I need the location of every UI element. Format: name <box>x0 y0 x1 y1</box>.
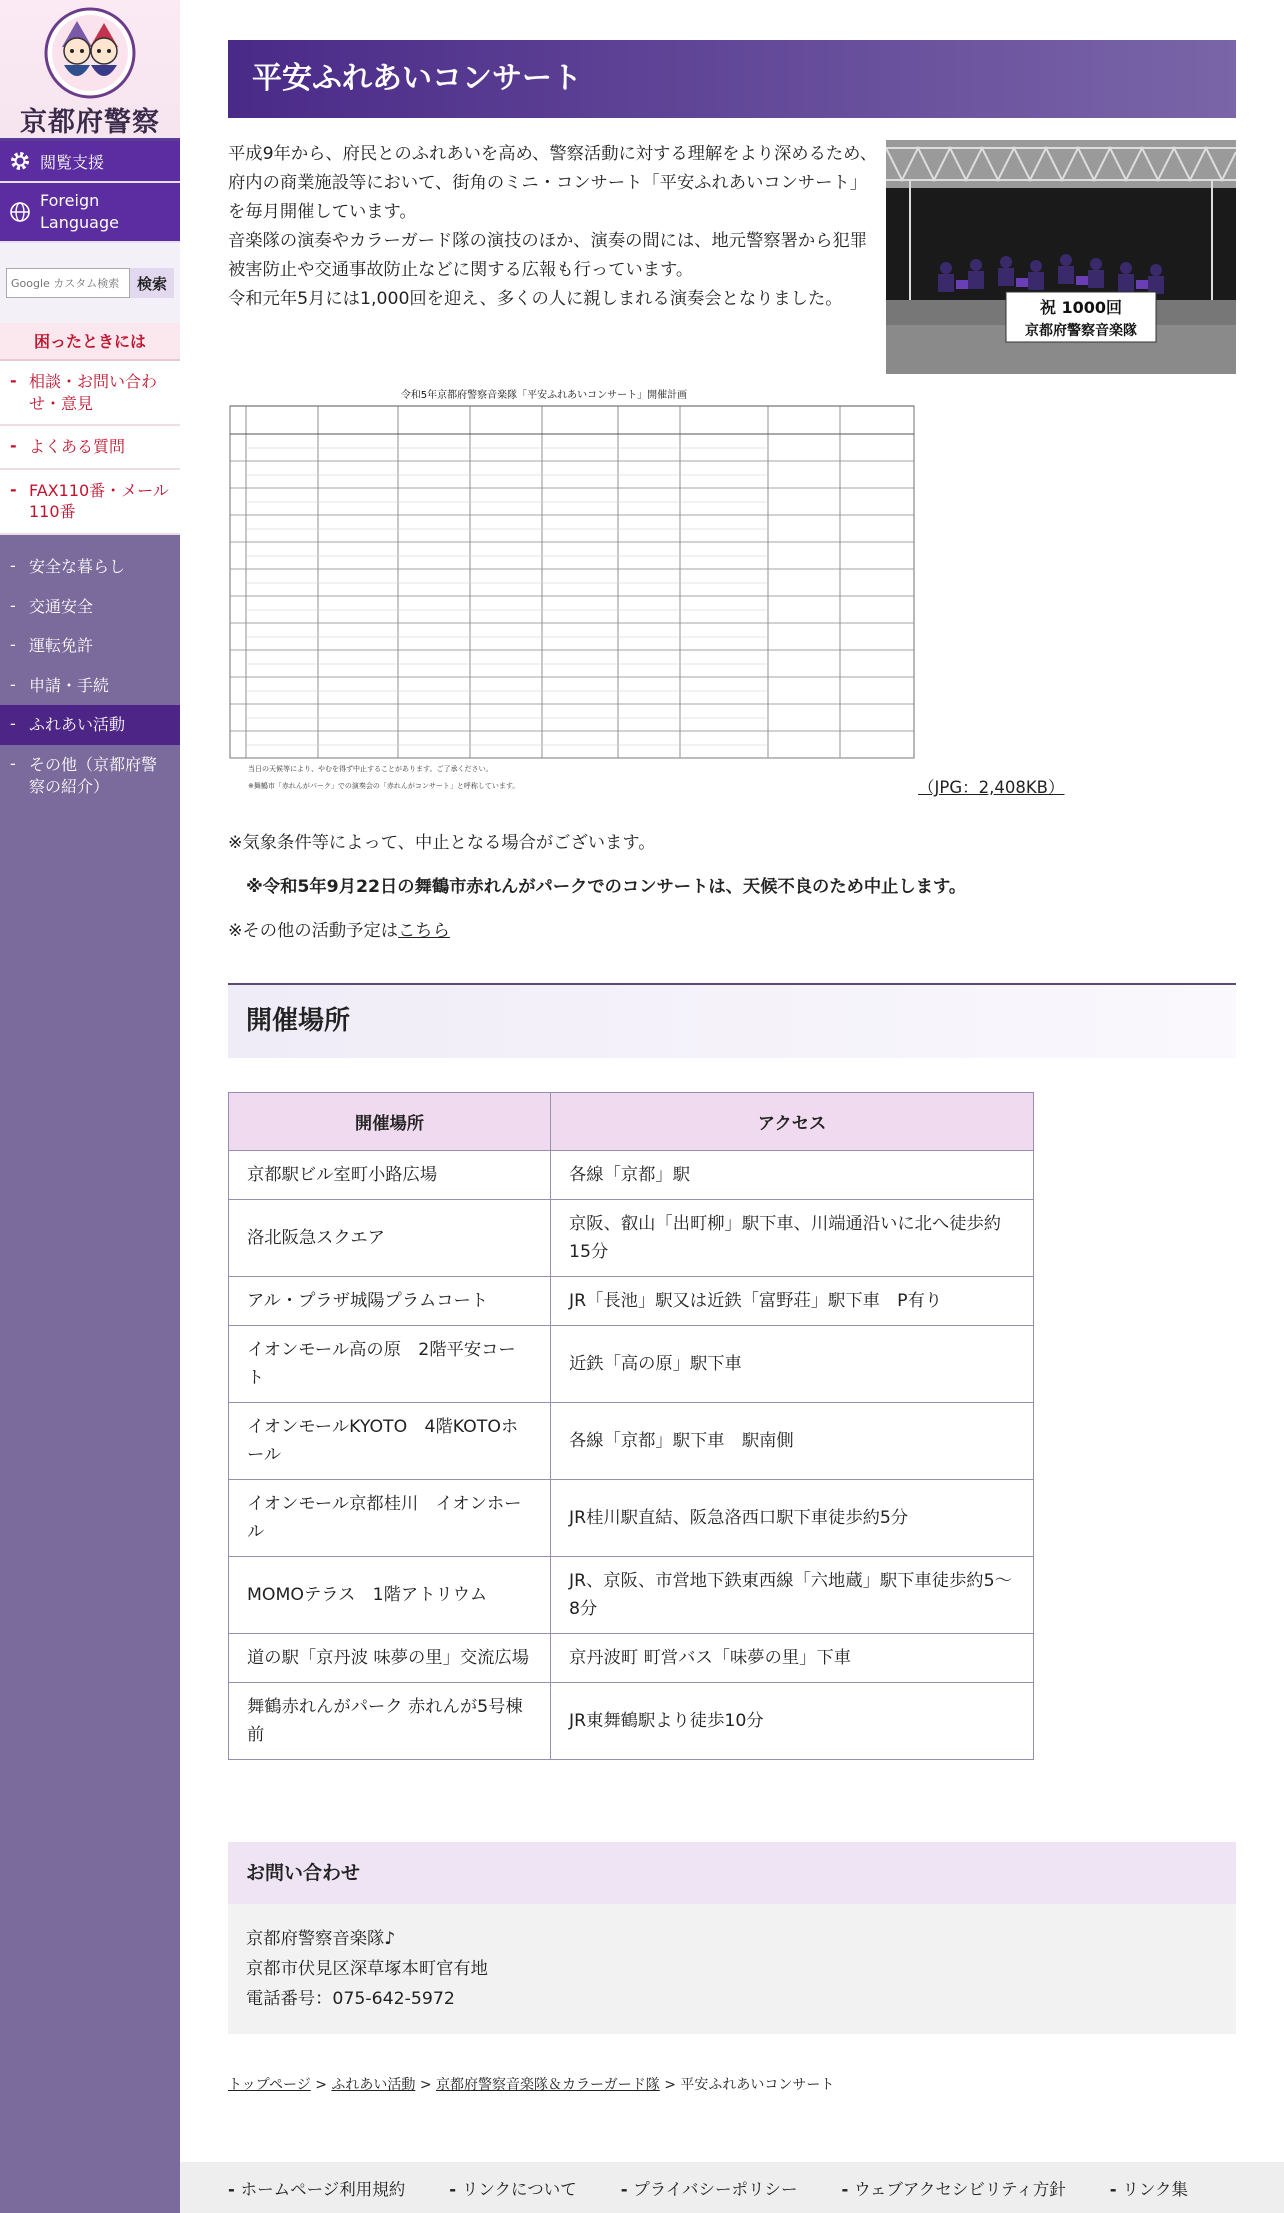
venue-cell: イオンモール高の原 2階平安コート <box>229 1326 551 1403</box>
breadcrumb-link[interactable]: トップページ <box>228 2077 311 2093</box>
access-cell: JR東舞鶴駅より徒歩10分 <box>551 1683 1034 1760</box>
sidebar-item-drivers-license[interactable]: - 運転免許 <box>0 626 180 666</box>
accessibility-support-button[interactable] <box>0 141 180 183</box>
help-link-faq[interactable]: - よくある質問 <box>0 426 180 470</box>
footer-link-privacy[interactable]: - プライバシーポリシー <box>621 2176 798 2200</box>
search-input[interactable] <box>6 268 130 298</box>
venue-cell: アル・プラザ城陽プラムコート <box>229 1277 551 1326</box>
notes <box>228 831 1236 943</box>
breadcrumb-link[interactable]: 京都府警察音楽隊＆カラーガード隊 <box>436 2077 660 2093</box>
photo-banner-text-1: 祝 1000回 <box>1039 298 1123 317</box>
table-row <box>229 1200 1034 1277</box>
table-row <box>229 1634 1034 1683</box>
globe-icon <box>0 201 40 223</box>
schedule-title: 令和5年京都府警察音楽隊「平安ふれあいコンサート」開催計画 <box>400 390 688 401</box>
schedule-note: ※舞鶴市「赤れんがパーク」での演奏会の「赤れんがコンサート」と呼称しています。 <box>248 782 520 790</box>
help-link-fax-mail[interactable]: - FAX110番・メール110番 <box>0 470 180 535</box>
column-header: アクセス <box>551 1093 1034 1151</box>
access-cell: 各線「京都」駅下車 駅南側 <box>551 1403 1034 1480</box>
breadcrumb-separator: > <box>315 2077 327 2093</box>
contact-line: 電話番号：075-642-5972 <box>246 1989 455 2009</box>
venue-cell: 舞鶴赤れんがパーク 赤れんが5号棟前 <box>229 1683 551 1760</box>
access-cell: JR、京阪、市営地下鉄東西線「六地蔵」駅下車徒歩約5〜8分 <box>551 1557 1034 1634</box>
venue-cell: 洛北阪急スクエア <box>229 1200 551 1277</box>
help-section-title: 困ったときには <box>0 323 180 361</box>
venues-table <box>228 1092 1034 1760</box>
table-row <box>229 1403 1034 1480</box>
contact-section <box>228 1842 1236 2034</box>
table-row <box>229 1277 1034 1326</box>
table-row <box>229 1480 1034 1557</box>
sidebar-item-traffic-safety[interactable]: - 交通安全 <box>0 587 180 627</box>
breadcrumb-separator: > <box>664 2077 676 2093</box>
help-link-consultation[interactable]: - 相談・お問い合わせ・意見 <box>0 361 180 426</box>
breadcrumb <box>228 2074 1236 2094</box>
column-header: 開催場所 <box>229 1093 551 1151</box>
main-content <box>228 40 1236 2094</box>
site-logo-text: 京都府警察 <box>20 107 160 138</box>
gear-icon <box>0 149 40 173</box>
access-cell: JR「長池」駅又は近鉄「富野荘」駅下車 P有り <box>551 1277 1034 1326</box>
foreign-language-button[interactable] <box>0 183 180 243</box>
access-cell: 京阪、叡山「出町柳」駅下車、川端通沿いに北へ徒歩約15分 <box>551 1200 1034 1277</box>
intro-paragraph: 平成9年から、府民とのふれあいを高め、警察活動に対する理解をより深めるため、府内の商業施設等において、街角のミニ・コンサート「平安ふれあいコンサート」を毎月開催しています。 <box>228 144 878 222</box>
accessibility-support-label: 閲覧支援 <box>40 152 105 172</box>
footer-link-links[interactable]: - リンク集 <box>1110 2176 1188 2200</box>
venue-cell: イオンモール京都桂川 イオンホール <box>229 1480 551 1557</box>
concert-schedule-image[interactable] <box>228 386 916 811</box>
sidebar-nav <box>0 535 180 806</box>
breadcrumb-link[interactable]: ふれあい活動 <box>331 2077 416 2093</box>
intro-paragraph: 令和元年5月には1,000回を迎え、多くの人に親しまれる演奏会となりました。 <box>228 289 843 309</box>
footer-link-terms[interactable]: - ホームページ利用規約 <box>228 2176 405 2200</box>
site-search <box>0 243 180 323</box>
footer-link-accessibility[interactable]: - ウェブアクセシビリティ方針 <box>841 2176 1065 2200</box>
sidebar-item-community-activities[interactable]: - ふれあい活動 <box>0 705 180 745</box>
note-cancellation: ※令和5年9月22日の舞鶴市赤れんがパークでのコンサートは、天候不良のため中止します。 <box>246 877 967 897</box>
sidebar-item-safe-living[interactable]: - 安全な暮らし <box>0 547 180 587</box>
sidebar <box>0 0 180 2213</box>
contact-line: 京都市伏見区深草塚本町官有地 <box>246 1959 488 1979</box>
venue-cell: 京都駅ビル室町小路広場 <box>229 1151 551 1200</box>
intro-section <box>228 140 1236 376</box>
intro-paragraph: 音楽隊の演奏やカラーガード隊の演技のほか、演奏の間には、地元警察署から犯罪被害防止や交通事故防止などに関する広報も行っています。 <box>228 231 868 280</box>
venue-cell: 道の駅「京丹波 味夢の里」交流広場 <box>229 1634 551 1683</box>
schedule-jpg-link[interactable]: （JPG：2,408KB） <box>918 778 1065 797</box>
access-cell: 京丹波町 町営バス「味夢の里」下車 <box>551 1634 1034 1683</box>
footer-link-linking[interactable]: - リンクについて <box>449 2176 576 2200</box>
schedule-note: 当日の天候等により、やむを得ず中止することがあります。ご了承ください。 <box>248 765 493 773</box>
mascot-icon <box>0 0 180 98</box>
table-row <box>229 1557 1034 1634</box>
note-other-prefix: ※その他の活動予定は <box>228 921 399 941</box>
search-button[interactable]: 検索 <box>130 268 174 298</box>
footer <box>180 2162 1284 2213</box>
contact-line: 京都府警察音楽隊♪ <box>246 1929 396 1949</box>
table-row <box>229 1683 1034 1760</box>
page-title: 平安ふれあいコンサート <box>228 40 1236 118</box>
contact-heading: お問い合わせ <box>228 1842 1236 1904</box>
band-photo <box>886 140 1236 374</box>
table-row <box>229 1326 1034 1403</box>
other-activities-link[interactable]: こちら <box>398 921 450 941</box>
site-logo[interactable] <box>0 0 180 141</box>
access-cell: 各線「京都」駅 <box>551 1151 1034 1200</box>
sidebar-item-other[interactable]: - その他（京都府警察の紹介） <box>0 745 180 806</box>
venue-cell: イオンモールKYOTO 4階KOTOホール <box>229 1403 551 1480</box>
contact-body <box>228 1904 1236 2034</box>
breadcrumb-separator: > <box>419 2077 432 2093</box>
note-weather: ※気象条件等によって、中止となる場合がございます。 <box>228 833 656 853</box>
sidebar-item-applications[interactable]: - 申請・手続 <box>0 666 180 706</box>
access-cell: JR桂川駅直結、阪急洛西口駅下車徒歩約5分 <box>551 1480 1034 1557</box>
venues-heading: 開催場所 <box>228 983 1236 1058</box>
table-row <box>229 1151 1034 1200</box>
venue-cell: MOMOテラス 1階アトリウム <box>229 1557 551 1634</box>
photo-banner-text-2: 京都府警察音楽隊 <box>1025 323 1137 339</box>
schedule-grid <box>230 406 914 758</box>
access-cell: 近鉄「高の原」駅下車 <box>551 1326 1034 1403</box>
breadcrumb-current: 平安ふれあいコンサート <box>680 2077 835 2093</box>
note-other-activities <box>228 919 1236 943</box>
foreign-language-label: Foreign Language <box>40 191 119 232</box>
intro-text <box>228 140 883 314</box>
